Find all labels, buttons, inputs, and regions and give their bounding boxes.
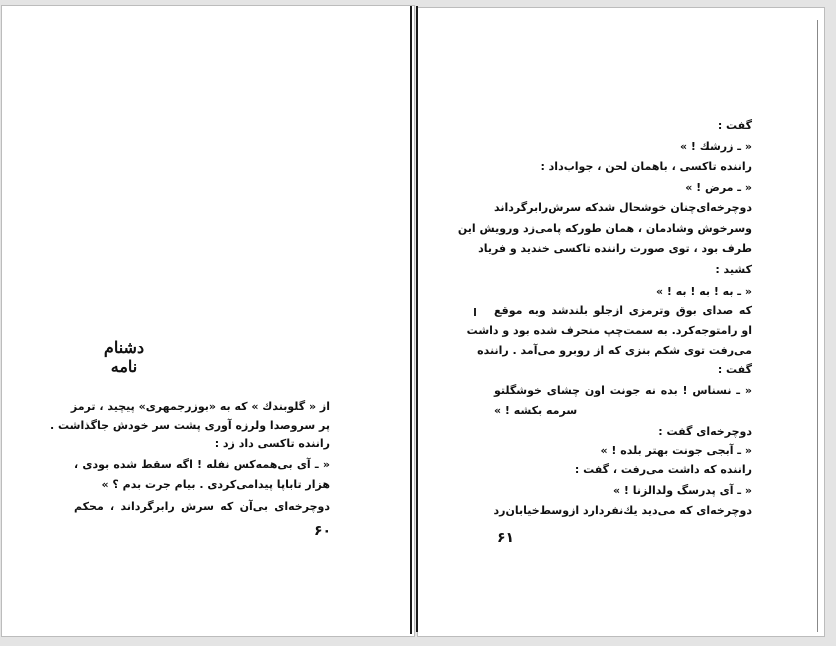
right-line-10: كه صدای بوق وترمزی ازجلو بلندشد وبه موقع	[494, 304, 752, 317]
right-line-15: سرمه بكشه ! »	[494, 404, 578, 417]
left-line-2: پر سروصدا ولرزه آوری پشت سر خودش جاگذاشت .	[49, 419, 330, 432]
left-line-1: از « گلوبندك » كه به «بوزرجمهری» پيچيد ، ترمز	[70, 400, 330, 413]
right-line-7: طرف بود ، توی صورت راننده تاكسی خنديد و فرياد	[478, 242, 752, 255]
chapter-title: دشنام نامه	[103, 338, 145, 376]
right-line-3: راننده تاكسی ، باهمان لحن ، جواب‌داد :	[540, 160, 752, 173]
right-line-18: راننده كه داشت می‌رفت ، گفت :	[574, 463, 752, 476]
right-line-4: « ـ مرض ! »	[685, 181, 752, 194]
right-line-11: او رامتوجه‌كرد. به سمت‌چپ منحرف شده بود و داشت	[466, 324, 752, 337]
page-number-right: ۶۱	[497, 530, 515, 546]
right-line-16: دوچرخه‌ای گفت :	[658, 425, 752, 438]
right-line-5: دوچرخه‌ای‌چنان خوشحال شدكه سرش‌رابرگرداند	[494, 201, 752, 214]
spine-shadow-left	[410, 6, 412, 634]
spine-shadow-right	[416, 6, 418, 632]
right-line-12: می‌رفت توی شكم بنزی كه از روبرو می‌آمد . راننده	[477, 344, 752, 357]
right-line-9: « ـ به ! به ! به ! »	[655, 285, 752, 298]
left-line-6: دوچرخه‌ای بی‌آن كه سرش رابرگرداند ، محكم	[74, 500, 330, 513]
right-line-17: « ـ آبجی جونت بهتر بلده ! »	[600, 444, 752, 457]
right-line-20: دوچرخه‌ای كه می‌ديد يك‌نفردارد ازوسط‌خيابان‌رد	[493, 504, 752, 517]
right-page	[417, 7, 825, 637]
left-line-3: راننده تاكسی داد زد :	[214, 437, 330, 450]
page-edge-line	[817, 20, 818, 632]
right-line-6: وسرخوش وشادمان ، همان طوركه پامی‌زد ورويش اين	[457, 222, 752, 235]
right-line-13: گفت :	[717, 363, 752, 376]
left-line-4: « ـ آی بی‌همه‌كس نفله ! اگه سقط شده بودی ،	[74, 458, 330, 471]
right-line-8: كشيد :	[715, 263, 752, 276]
left-line-5: هزار تاباپا پيدامی‌كردی . بيام جرت بدم ؟ »	[101, 478, 330, 491]
left-page	[1, 5, 415, 637]
margin-mark	[474, 308, 476, 316]
page-number-left: ۶۰	[314, 523, 332, 539]
right-line-14: « ـ نسناس ! بده نه جونت اون چشای خوشگلتو	[494, 384, 752, 397]
right-line-19: « ـ آی پدرسگ ولدالزنا ! »	[612, 484, 752, 497]
right-line-2: « ـ زرشك ! »	[679, 140, 752, 153]
right-line-1: گفت :	[717, 119, 752, 132]
